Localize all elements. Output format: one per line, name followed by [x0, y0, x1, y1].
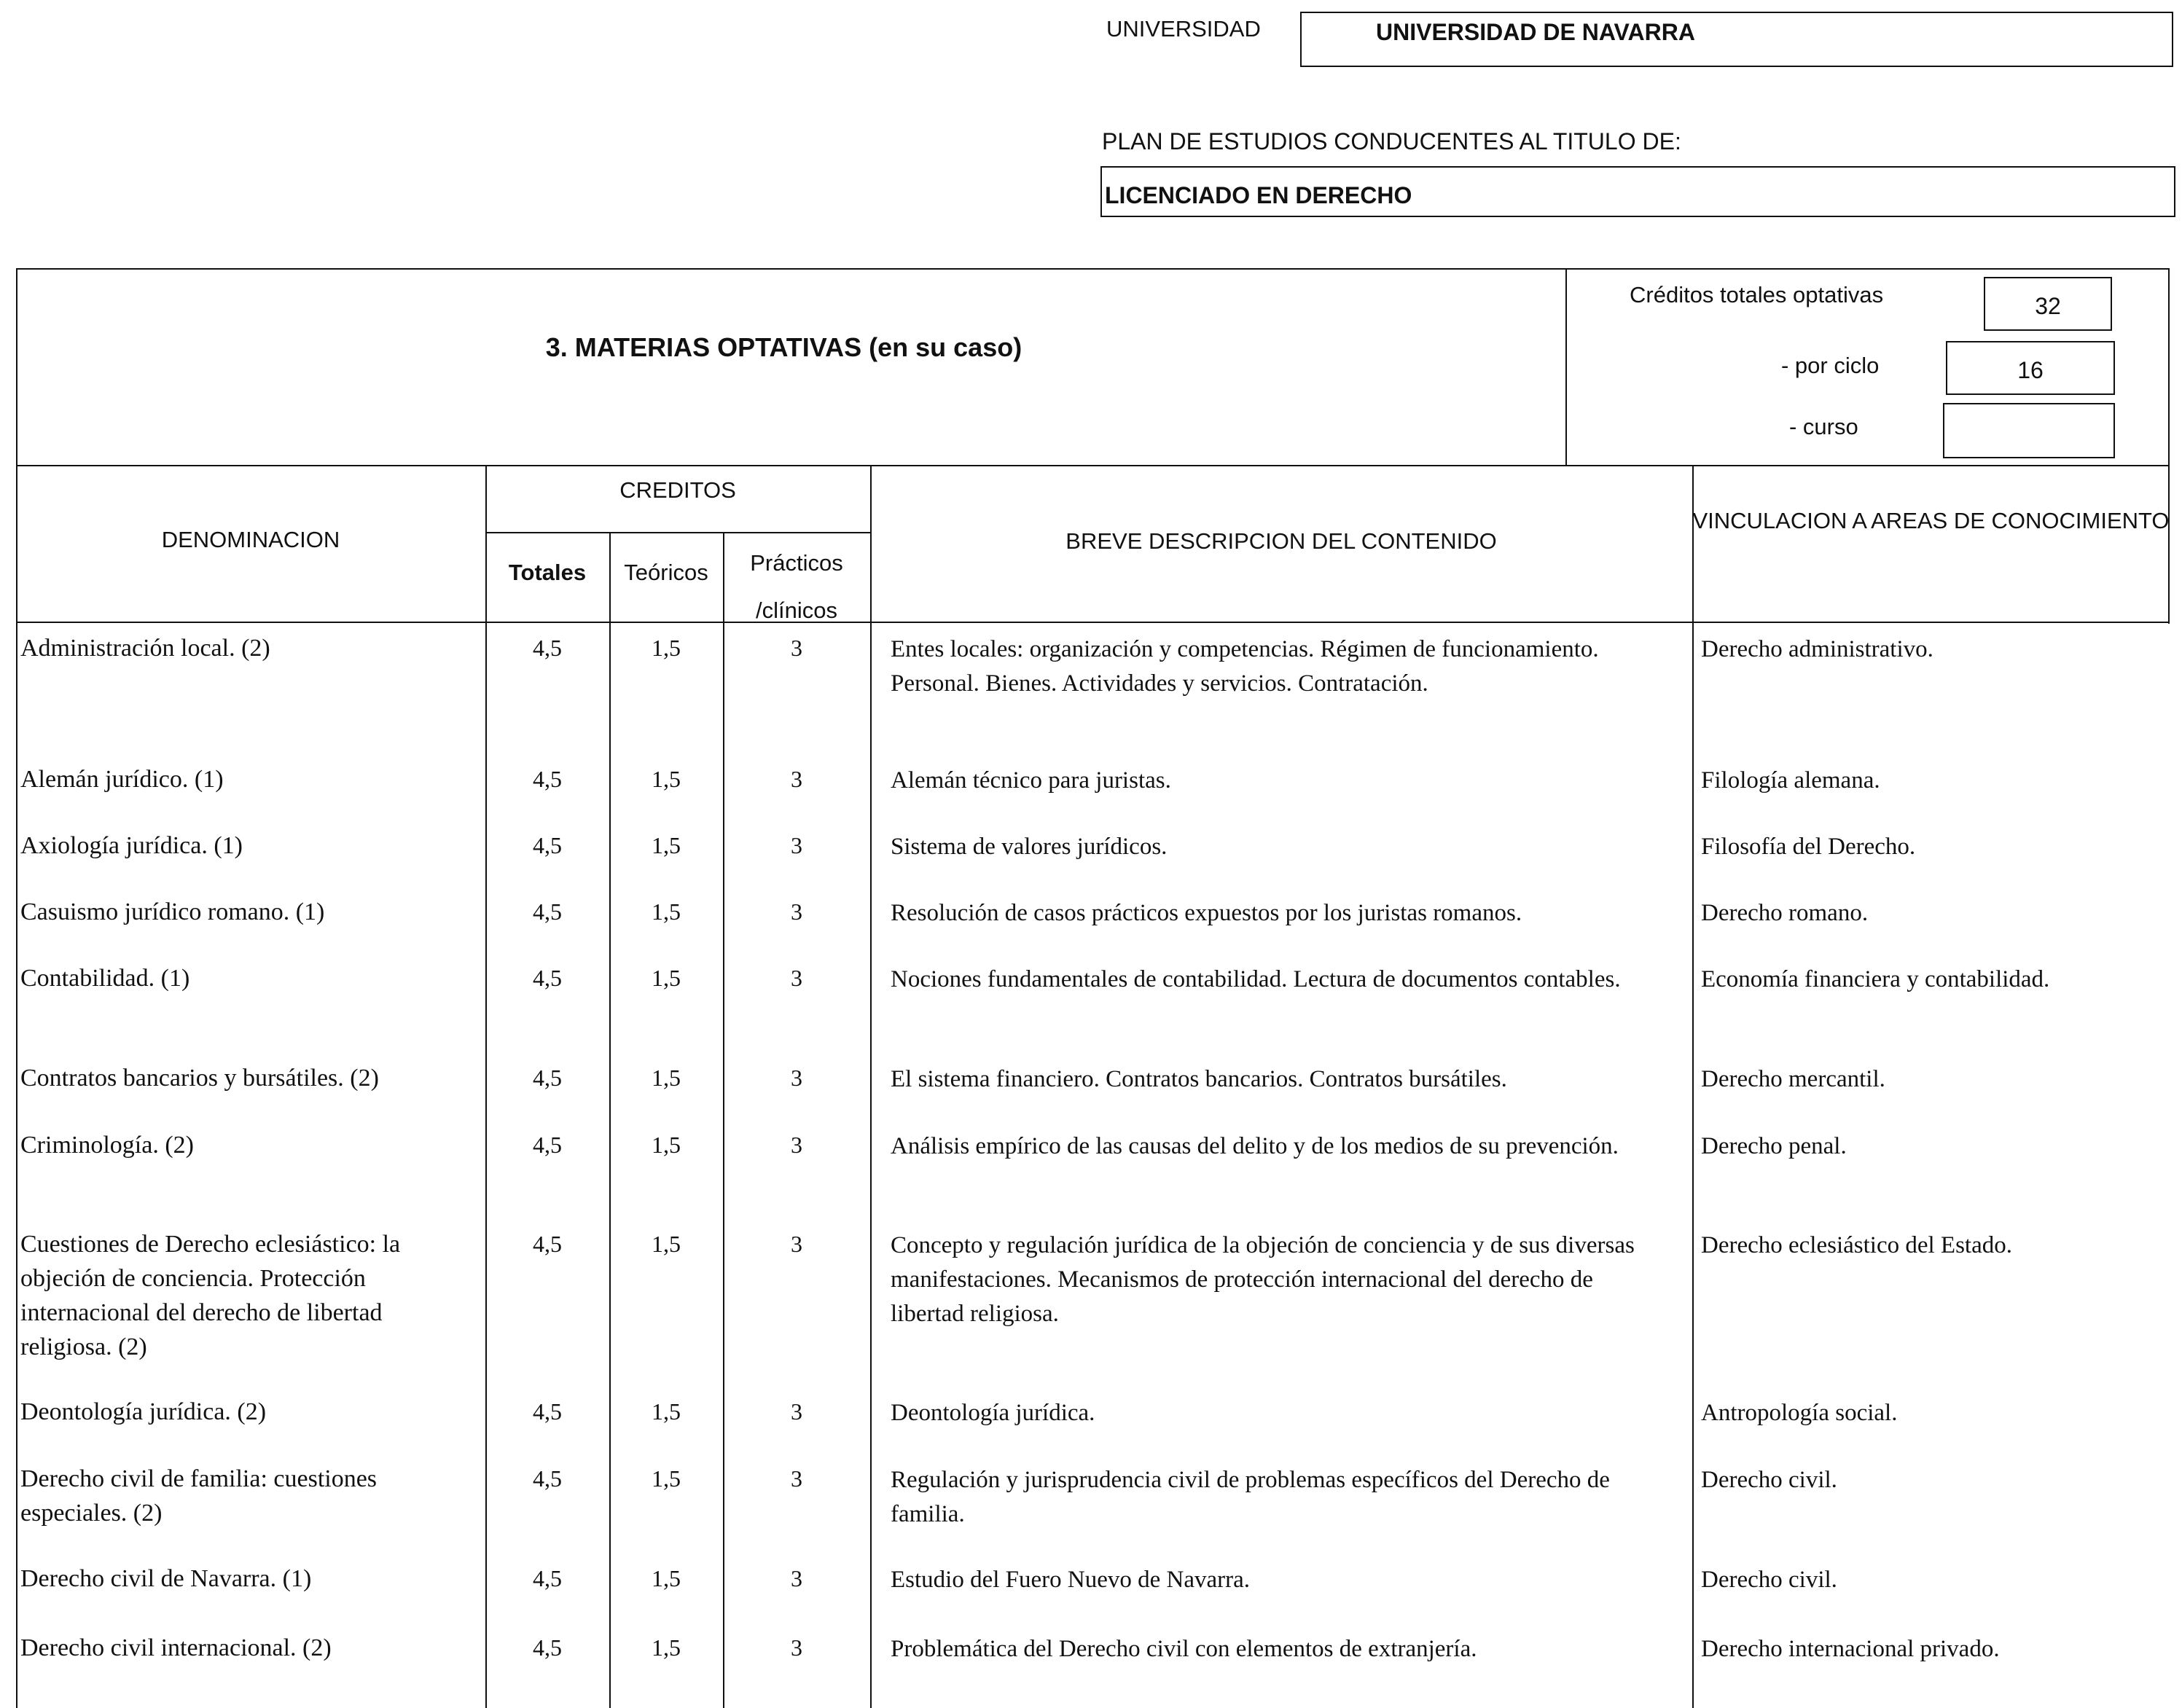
row-vinculacion: Derecho mercantil.	[1701, 1066, 1885, 1092]
row-practicos: 3	[791, 898, 802, 925]
row-vinculacion: Economía financiera y contabilidad.	[1701, 966, 2050, 992]
credits-total-box	[1984, 277, 2112, 331]
university-label: UNIVERSIDAD	[1106, 16, 1261, 42]
row-teoricos: 1,5	[652, 1465, 681, 1492]
col-divider-totales	[609, 532, 611, 1708]
row-totales: 4,5	[533, 635, 562, 661]
row-totales: 4,5	[533, 1398, 562, 1425]
row-totales: 4,5	[533, 1634, 562, 1661]
section-title: 3. MATERIAS OPTATIVAS (en su caso)	[545, 332, 1022, 362]
row-denominacion: Administración local. (2)	[20, 635, 270, 662]
credits-total-label: Créditos totales optativas	[1630, 282, 1884, 307]
plan-label: PLAN DE ESTUDIOS CONDUCENTES AL TITULO DE:	[1102, 128, 1681, 154]
row-practicos: 3	[791, 1132, 802, 1158]
row-denominacion: Cuestiones de Derecho eclesiástico: la objeción de conciencia. Protección internacional del derecho de libertad religiosa. (2)	[20, 1231, 401, 1360]
row-vinculacion: Derecho penal.	[1701, 1133, 1847, 1159]
col-header-teoricos: Teóricos	[624, 560, 708, 585]
row-practicos: 3	[791, 1398, 802, 1425]
col-divider-practicos	[870, 466, 872, 1708]
per-cycle-label: - por ciclo	[1781, 353, 1880, 378]
row-descripcion: Resolución de casos prácticos expuestos por los juristas romanos.	[891, 900, 1522, 926]
row-vinculacion: Derecho administrativo.	[1701, 636, 1933, 662]
row-totales: 4,5	[533, 832, 562, 858]
col-divider-teoricos	[723, 532, 724, 1708]
degree-value: LICENCIADO EN DERECHO	[1105, 182, 1412, 208]
row-vinculacion: Filología alemana.	[1701, 767, 1880, 794]
per-cycle-value: 16	[2017, 357, 2044, 383]
row-teoricos: 1,5	[652, 1398, 681, 1425]
row-practicos: 3	[791, 1565, 802, 1591]
per-cycle-box	[1946, 341, 2115, 395]
row-practicos: 3	[791, 965, 802, 991]
row-practicos: 3	[791, 766, 802, 792]
col-header-totales: Totales	[508, 560, 587, 585]
row-totales: 4,5	[533, 898, 562, 925]
col-divider-desc	[1692, 466, 1694, 1708]
row-teoricos: 1,5	[652, 898, 681, 925]
row-descripcion: Deontología jurídica.	[891, 1400, 1095, 1426]
per-course-label: - curso	[1789, 414, 1858, 439]
row-practicos: 3	[791, 1465, 802, 1492]
row-vinculacion: Antropología social.	[1701, 1400, 1898, 1426]
col-header-practicos: Prácticos /clínicos	[750, 550, 843, 623]
row-descripcion: Entes locales: organización y competencias. Régimen de funcionamiento. Personal. Bienes. Actividades y servicios. Contratación.	[891, 636, 1599, 697]
row-vinculacion: Derecho internacional privado.	[1701, 1636, 2000, 1662]
row-denominacion: Derecho civil de familia: cuestiones especiales. (2)	[20, 1465, 378, 1527]
row-teoricos: 1,5	[652, 965, 681, 991]
row-descripcion: Problemática del Derecho civil con elementos de extranjería.	[891, 1636, 1477, 1662]
row-totales: 4,5	[533, 1565, 562, 1591]
section-header-divider	[1565, 268, 1567, 466]
row-denominacion: Derecho civil internacional. (2)	[20, 1634, 332, 1661]
row-totales: 4,5	[533, 1132, 562, 1158]
row-teoricos: 1,5	[652, 766, 681, 792]
per-course-box	[1943, 403, 2115, 458]
row-totales: 4,5	[533, 1465, 562, 1492]
row-teoricos: 1,5	[652, 832, 681, 858]
row-descripcion: Análisis empírico de las causas del delito y de los medios de su prevención.	[891, 1133, 1619, 1159]
row-totales: 4,5	[533, 1065, 562, 1091]
table-left-border	[16, 466, 17, 1708]
row-vinculacion: Derecho romano.	[1701, 900, 1869, 926]
row-descripcion: Concepto y regulación jurídica de la objeción de conciencia y de sus diversas manifestaciones. Mecanismos de protección internacional del derecho de libertad religiosa.	[891, 1232, 1635, 1327]
row-denominacion: Derecho civil de Navarra. (1)	[20, 1565, 312, 1592]
row-teoricos: 1,5	[652, 1231, 681, 1257]
row-totales: 4,5	[533, 965, 562, 991]
row-practicos: 3	[791, 635, 802, 661]
col-header-vinculacion: VINCULACION A AREAS DE CONOCIMIENTO	[1692, 508, 2170, 533]
col-header-denominacion: DENOMINACION	[161, 527, 340, 552]
row-practicos: 3	[791, 1231, 802, 1257]
row-teoricos: 1,5	[652, 1565, 681, 1591]
row-descripcion: Alemán técnico para juristas.	[891, 767, 1171, 794]
row-descripcion: Sistema de valores jurídicos.	[891, 834, 1168, 860]
row-teoricos: 1,5	[652, 1132, 681, 1158]
row-practicos: 3	[791, 1634, 802, 1661]
row-practicos: 3	[791, 1065, 802, 1091]
university-value: UNIVERSIDAD DE NAVARRA	[1376, 19, 1695, 45]
row-descripcion: Estudio del Fuero Nuevo de Navarra.	[891, 1567, 1251, 1593]
col-header-creditos: CREDITOS	[619, 477, 736, 503]
row-totales: 4,5	[533, 766, 562, 792]
header-bottom-rule	[16, 622, 2170, 623]
row-totales: 4,5	[533, 1231, 562, 1257]
row-denominacion: Contabilidad. (1)	[20, 965, 190, 992]
col-header-descripcion: BREVE DESCRIPCION DEL CONTENIDO	[1065, 528, 1497, 554]
row-vinculacion: Derecho civil.	[1701, 1567, 1837, 1593]
row-denominacion: Contratos bancarios y bursátiles. (2)	[20, 1065, 379, 1092]
row-descripcion: Regulación y jurisprudencia civil de problemas específicos del Derecho de familia.	[891, 1467, 1610, 1527]
row-teoricos: 1,5	[652, 635, 681, 661]
row-descripcion: Nociones fundamentales de contabilidad. Lectura de documentos contables.	[891, 966, 1621, 992]
row-teoricos: 1,5	[652, 1065, 681, 1091]
row-teoricos: 1,5	[652, 1634, 681, 1661]
row-vinculacion: Derecho civil.	[1701, 1467, 1837, 1493]
row-denominacion: Casuismo jurídico romano. (1)	[20, 898, 325, 925]
creditos-subheader-rule	[485, 532, 870, 533]
row-denominacion: Deontología jurídica. (2)	[20, 1398, 267, 1425]
row-denominacion: Criminología. (2)	[20, 1132, 194, 1159]
credits-total-value: 32	[2035, 293, 2061, 319]
row-practicos: 3	[791, 832, 802, 858]
row-denominacion: Alemán jurídico. (1)	[20, 766, 224, 793]
row-descripcion: El sistema financiero. Contratos bancarios. Contratos bursátiles.	[891, 1066, 1507, 1092]
row-vinculacion: Derecho eclesiástico del Estado.	[1701, 1232, 2012, 1258]
row-vinculacion: Filosofía del Derecho.	[1701, 834, 1916, 860]
row-denominacion: Axiología jurídica. (1)	[20, 832, 243, 859]
